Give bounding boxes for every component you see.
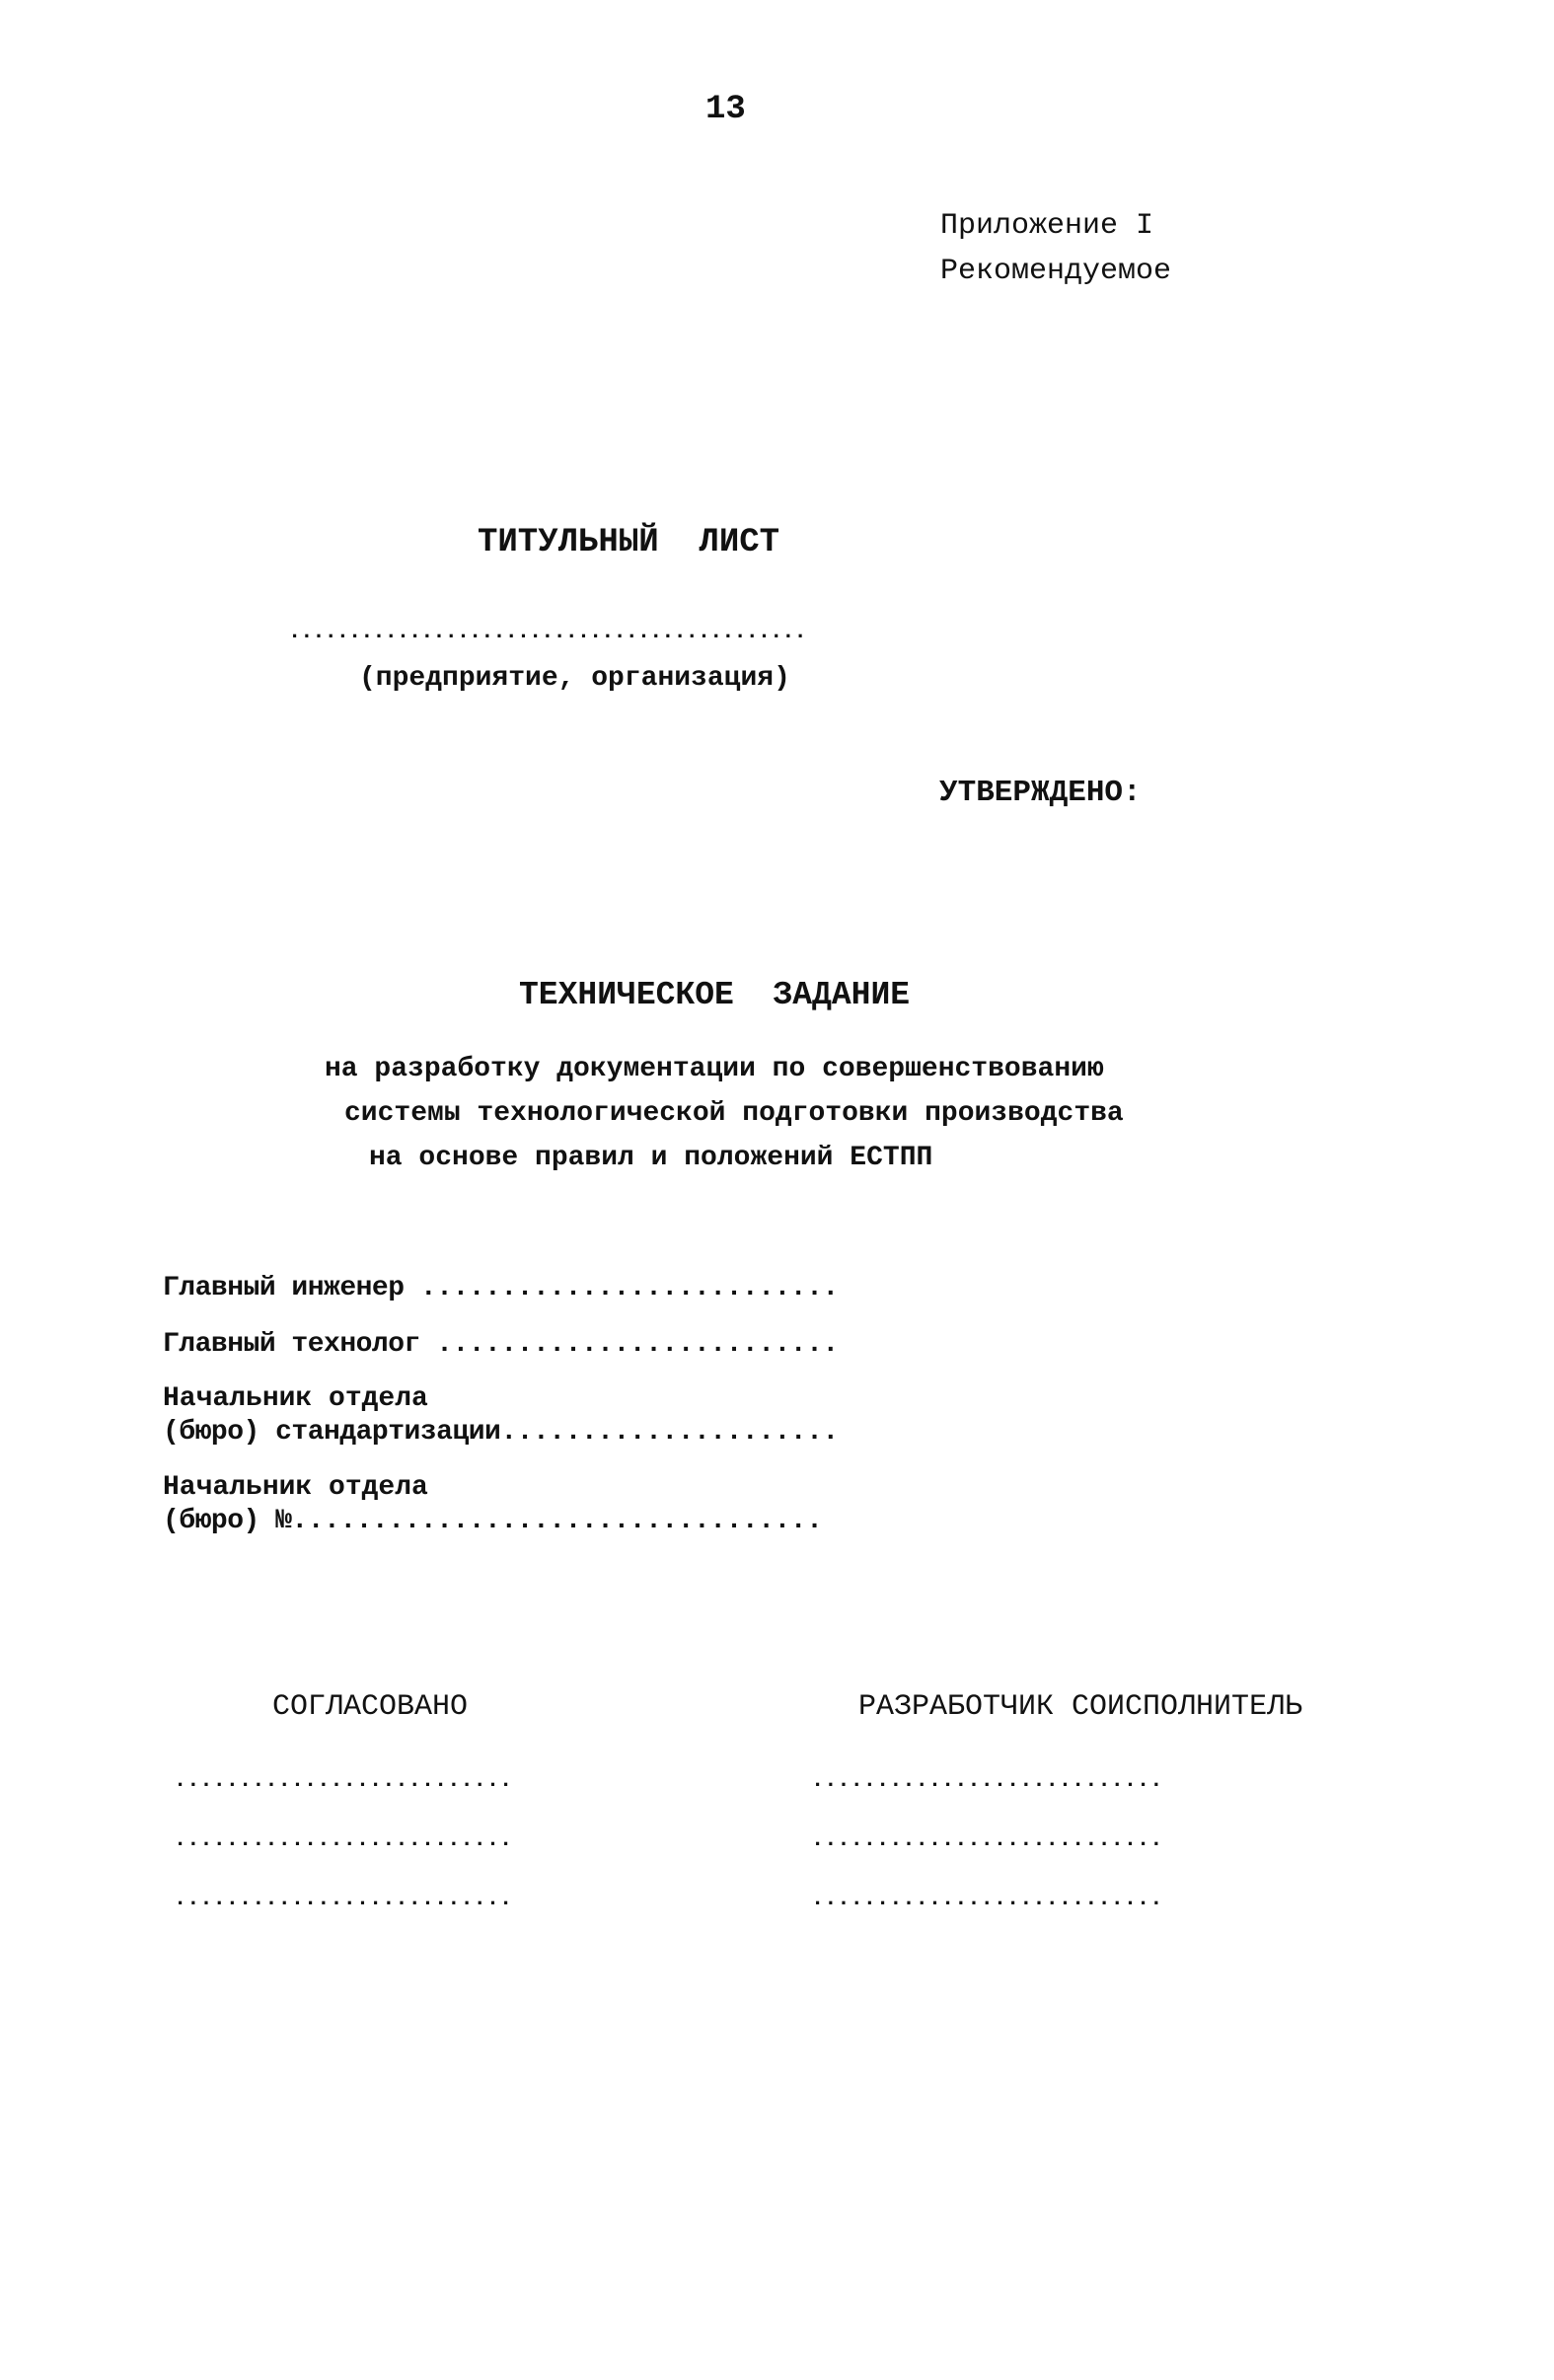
agreed-title: СОГЛАСОВАНО — [272, 1690, 469, 1724]
appendix-label: Приложение I — [940, 209, 1154, 243]
chief-technologist-line: Главный технолог ......................... — [163, 1329, 839, 1360]
spec-subtitle-line2: системы технологической подготовки производства — [344, 1098, 1124, 1129]
spec-title: ТЕХНИЧЕСКОЕ ЗАДАНИЕ — [519, 977, 911, 1013]
organization-dots: ........................................... — [288, 620, 806, 644]
spec-subtitle-line3: на основе правил и положений ЕСТПП — [369, 1143, 933, 1173]
agreed-line-2: .......................... — [174, 1827, 513, 1852]
title-sheet-heading: ТИТУЛЬНЫЙ ЛИСТ — [478, 524, 780, 561]
appendix-recommended: Рекомендуемое — [940, 255, 1172, 288]
developer-line-3: ........................... — [811, 1887, 1163, 1911]
developer-line-2: ........................... — [811, 1827, 1163, 1852]
head-standardization-line2: (бюро) стандартизации..................... — [163, 1417, 839, 1448]
developer-title: РАЗРАБОТЧИК СОИСПОЛНИТЕЛЬ — [858, 1690, 1303, 1724]
approved-label: УТВЕРЖДЕНО: — [939, 776, 1142, 810]
agreed-line-3: .......................... — [174, 1887, 513, 1911]
page-number: 13 — [705, 91, 746, 128]
developer-line-1: ........................... — [811, 1768, 1163, 1793]
agreed-line-1: .......................... — [174, 1768, 513, 1793]
head-department-line1: Начальник отдела — [163, 1472, 428, 1503]
spec-subtitle-line1: на разработку документации по совершенствованию — [325, 1054, 1104, 1084]
organization-caption: (предприятие, организация) — [359, 663, 790, 694]
head-standardization-line1: Начальник отдела — [163, 1383, 428, 1414]
chief-engineer-line: Главный инженер .......................... — [163, 1273, 839, 1303]
head-department-line2: (бюро) №................................. — [163, 1506, 823, 1536]
